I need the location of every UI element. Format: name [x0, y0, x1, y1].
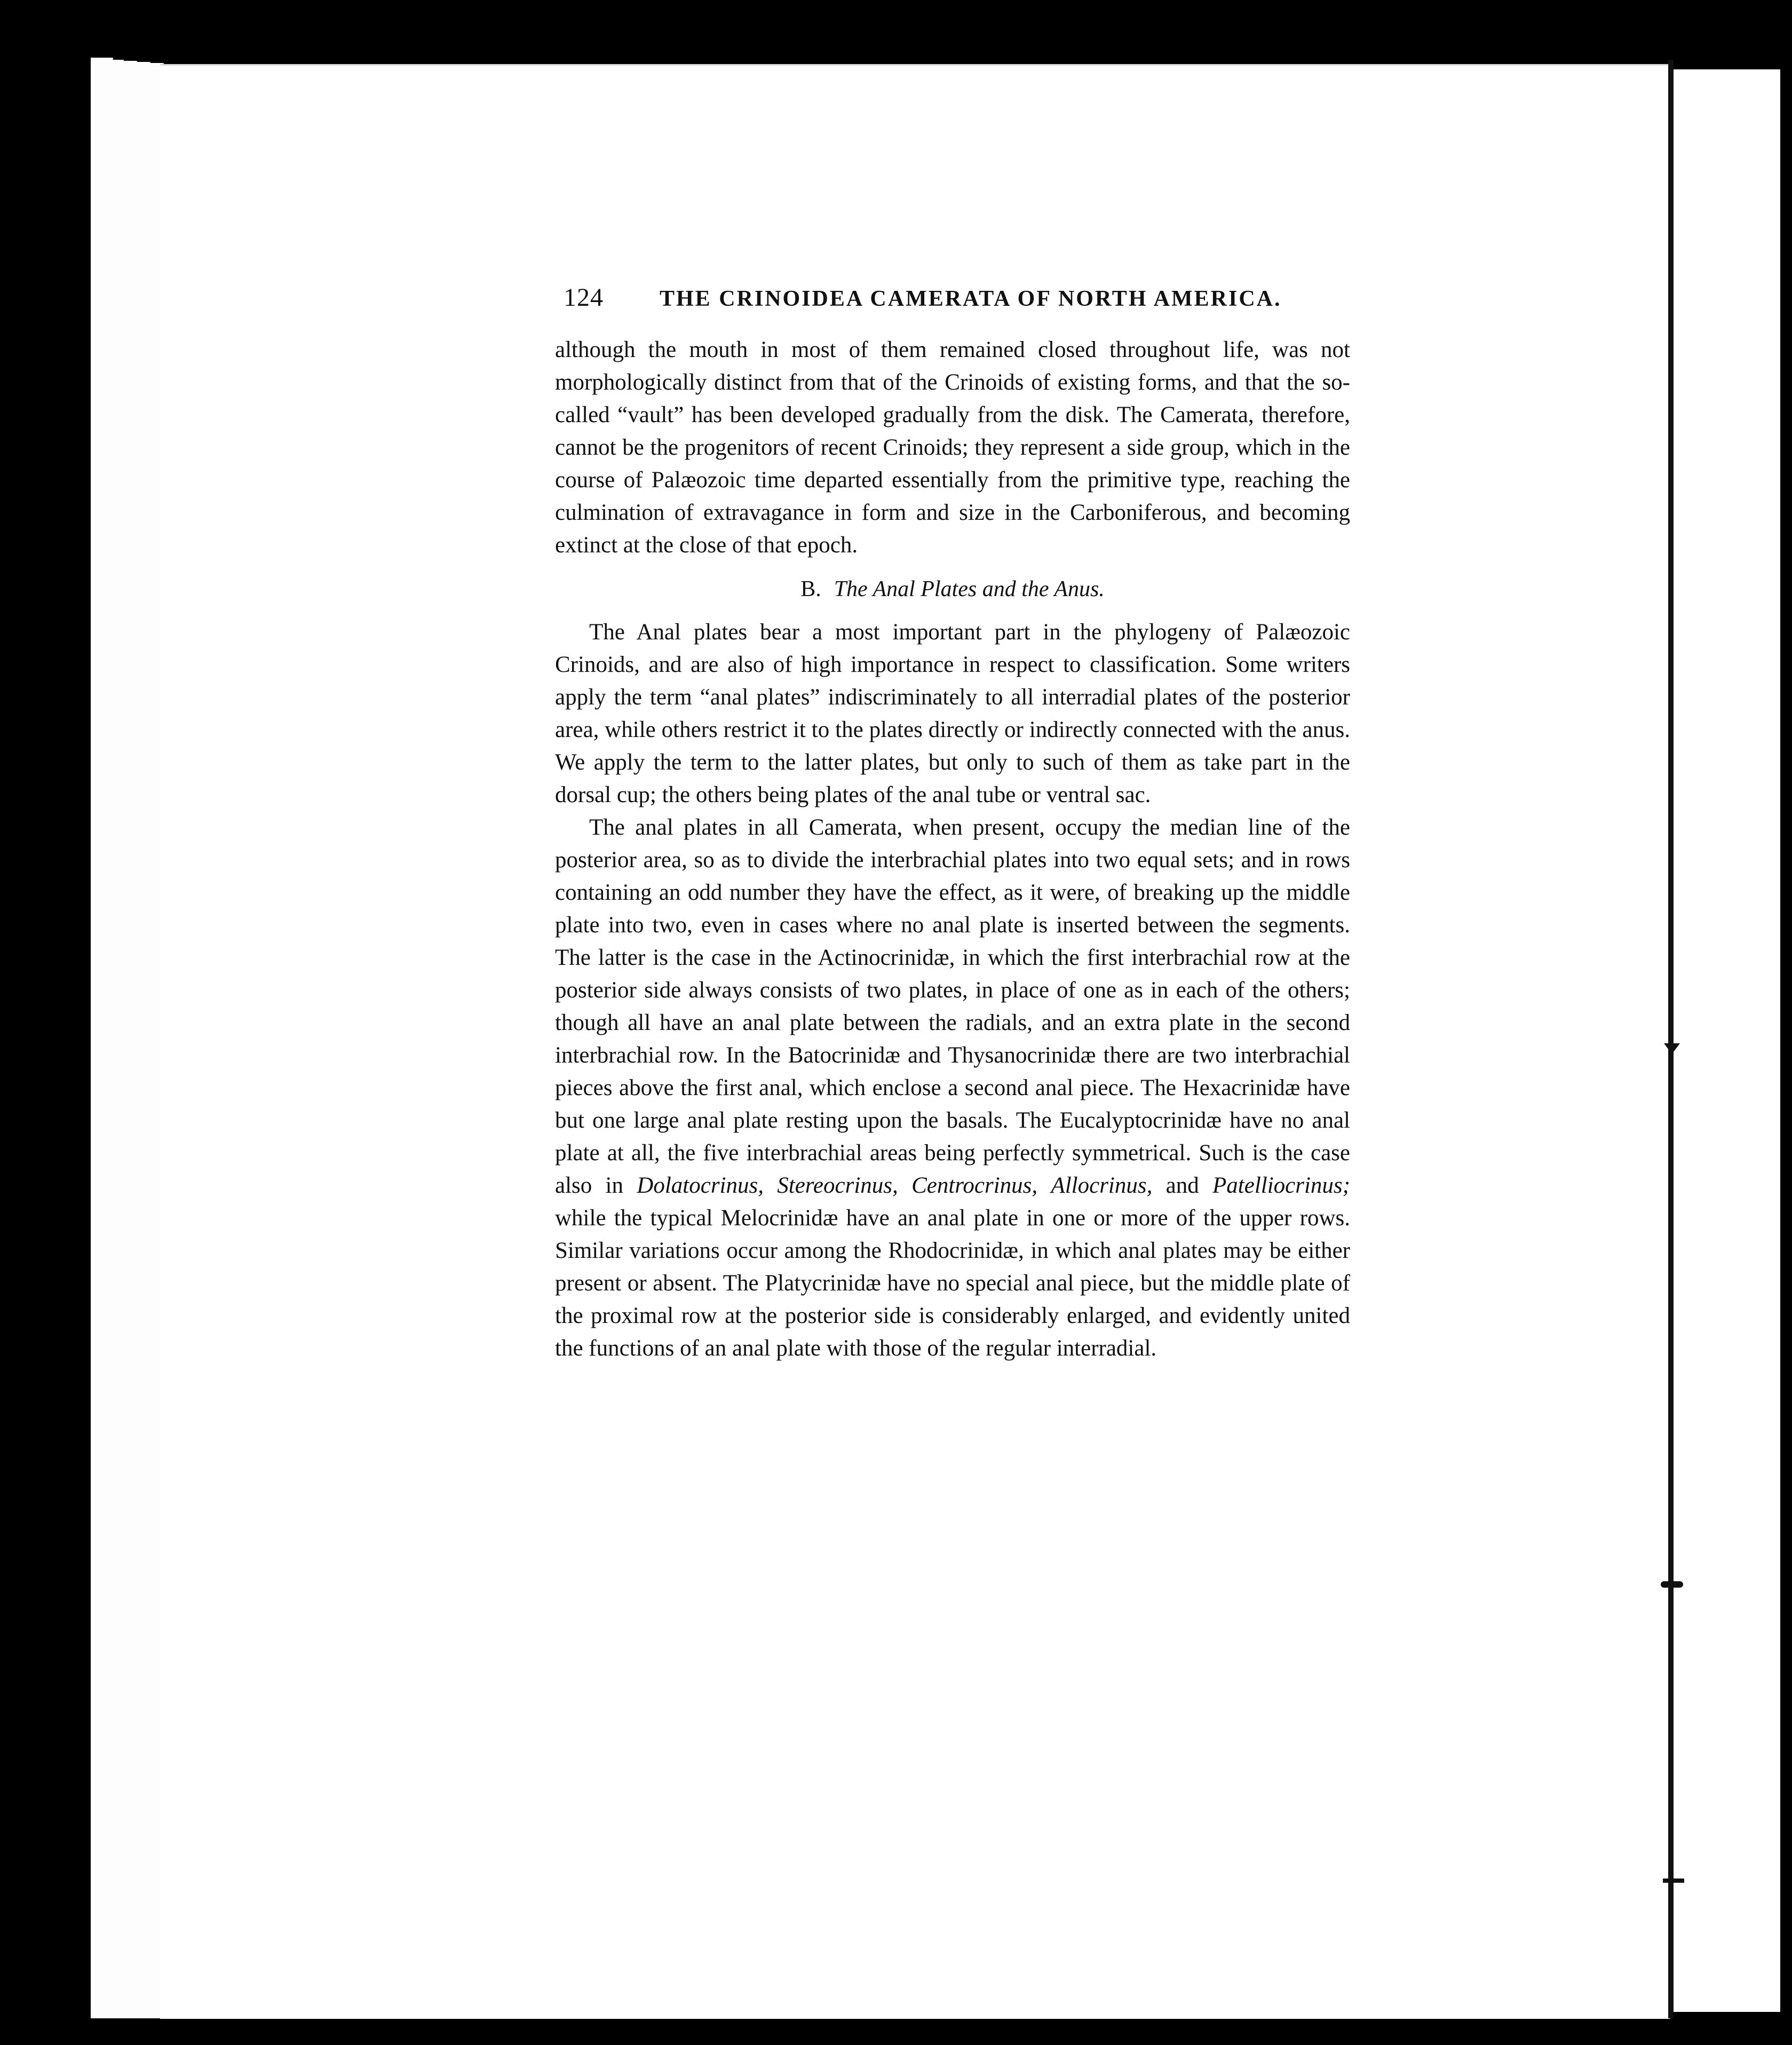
book-binding — [1668, 60, 1674, 2018]
genus-name: Centrocrinus, — [911, 1173, 1038, 1198]
paragraph-text: while the typical Melocrinidæ have an anal plate in one or more of the upper rows. Similar variations occur among the Rhodocrinidæ, in which anal plates may be either present or absent. The Platycrinidæ have no special anal piece, but the middle plate of the proximal row at the posterior side is considerably enlarged, and evidently united the functions of an anal plate with those of the regular interradial. — [555, 1206, 1350, 1361]
section-heading — [555, 576, 1350, 602]
binding-mark — [1663, 1878, 1684, 1883]
running-header — [555, 283, 1350, 312]
section-letter: B. — [800, 577, 821, 601]
paragraph-anal-plates: The Anal plates bear a most important part in the phylogeny of Palæozoic Crinoids, and are also of high importance in respect to classification. Some writers apply the term “anal plates” indiscriminately to all interradial plates of the posterior area, while others restrict it to the plates directly or indirectly connected with the anus. We apply the term to the latter plates, but only to such of them as take part in the dorsal cup; the others being plates of the anal tube or ventral sac. — [555, 620, 1350, 807]
binding-mark — [1661, 1581, 1683, 1588]
genus-name: Patelliocrinus; — [1212, 1173, 1350, 1198]
genus-name: Stereocrinus, — [777, 1173, 898, 1198]
running-title: THE CRINOIDEA CAMERATA OF NORTH AMERICA. — [660, 287, 1282, 311]
facing-page-edge — [1674, 69, 1780, 2012]
paragraph-text: The anal plates in all Camerata, when present, occupy the median line of the posterior area, so as to divide the interbrachial plates into two equal sets; and in rows containing an odd number they have the effect, as it were, of breaking up the middle plate into two, even in cases where no anal plate is inserted between the segments. The latter is the case in the Actinocrinidæ, in which the first interbrachial row at the posterior side always consists of two plates, in place of one as in each of the others; though all have an anal plate between the radials, and an extra plate in the second interbrachial row. In the Batocrinidæ and Thysanocrinidæ there are two interbrachial pieces above the first anal, which enclose a second anal piece. The Hexacrinidæ have but one large anal plate resting upon the basals. The Eucalyptocrinidæ have no anal plate at all, the five interbrachial areas being perfectly symmetrical. Such is the case also in — [555, 815, 1350, 1198]
page-number: 124 — [564, 283, 604, 312]
page-text — [555, 283, 1350, 1365]
conjunction: and — [1165, 1173, 1199, 1198]
section-title: The Anal Plates and the Anus. — [834, 577, 1105, 601]
genus-name: Allocrinus, — [1051, 1173, 1153, 1198]
paragraph-intro: although the mouth in most of them remained closed throughout life, was not morphologically distinct from that of the Crinoids of existing forms, and that the so-called “vault” has been developed gradually from the disk. The Camerata, therefore, cannot be the progenitors of recent Crinoids; they represent a side group, which in the course of Palæozoic time departed essentially from the primitive type, reaching the culmination of extravagance in form and size in the Carboniferous, and becoming extinct at the close of that epoch. — [555, 337, 1350, 558]
genus-name: Dolatocrinus, — [637, 1173, 764, 1198]
paragraph-camerata — [555, 811, 1350, 1365]
